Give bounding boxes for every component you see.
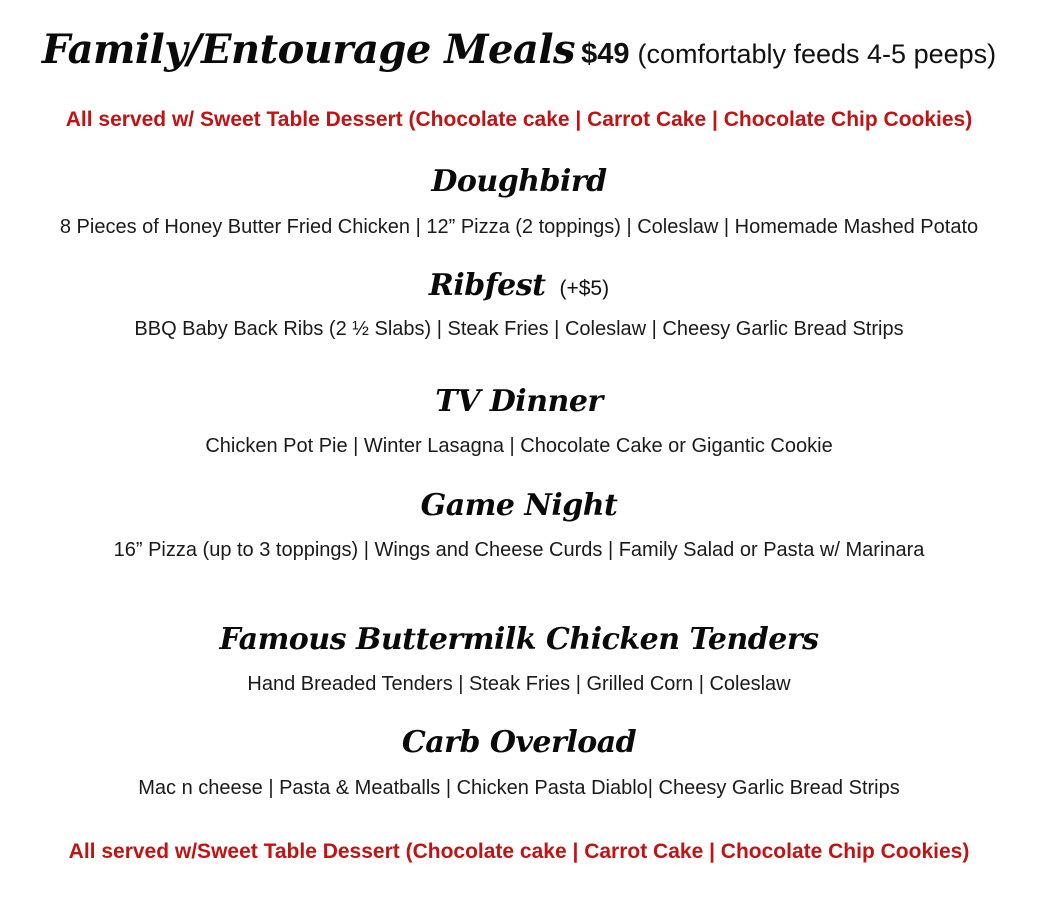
section-items-tv-dinner: Chicken Pot Pie | Winter Lasagna | Chocolate Cake or Gigantic Cookie — [205, 435, 833, 457]
section-items-carb-overload: Mac n cheese | Pasta & Meatballs | Chicken Pasta Diablo| Cheesy Garlic Bread Strips — [138, 777, 900, 799]
section-items-game-night: 16” Pizza (up to 3 toppings) | Wings and Cheese Curds | Family Salad or Pasta w/ Marinara — [113, 539, 925, 561]
menu-header — [0, 22, 1038, 78]
section-title-chicken-tenders: Famous Buttermilk Chicken Tenders — [219, 622, 819, 657]
section-title-ribfest: Ribfest — [428, 268, 546, 303]
section-title-game-night: Game Night — [420, 488, 618, 523]
section-header-ribfest — [0, 264, 1038, 308]
section-extra-ribfest: (+$5) — [559, 277, 610, 300]
section-title-carb-overload: Carb Overload — [401, 725, 637, 760]
section-items-chicken-tenders: Hand Breaded Tenders | Steak Fries | Grilled Corn | Coleslaw — [247, 673, 791, 695]
dessert-note-bottom: All served w/Sweet Table Dessert (Chocolate cake | Carrot Cake | Chocolate Chip Cookies) — [68, 840, 970, 863]
menu-serving-note: (comfortably feeds 4-5 peeps) — [637, 39, 997, 69]
menu-title: Family/Entourage Meals — [41, 26, 576, 73]
section-title-doughbird: Doughbird — [431, 164, 607, 199]
menu-price: $49 — [581, 38, 630, 70]
section-title-tv-dinner: TV Dinner — [435, 384, 603, 419]
section-items-ribfest: BBQ Baby Back Ribs (2 ½ Slabs) | Steak Fries | Coleslaw | Cheesy Garlic Bread Strips — [134, 318, 904, 340]
section-items-doughbird: 8 Pieces of Honey Butter Fried Chicken | 12” Pizza (2 toppings) | Coleslaw | Homemade Mashed Potato — [59, 216, 979, 238]
dessert-note-top: All served w/ Sweet Table Dessert (Chocolate cake | Carrot Cake | Chocolate Chip Cookies) — [65, 108, 973, 131]
